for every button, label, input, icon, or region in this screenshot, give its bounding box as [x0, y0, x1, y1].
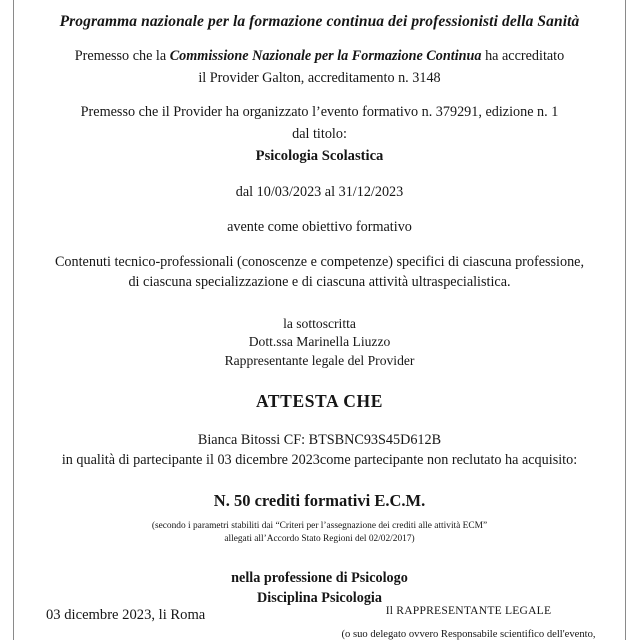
commission-name: Commissione Nazionale per la Formazione Continua	[169, 47, 482, 64]
signer-block	[14, 315, 625, 371]
certificate-footer	[14, 580, 625, 640]
participation-details: in qualità di partecipante il 03 dicembre 2023come partecipante non reclutato ha acquisito:	[61, 451, 578, 468]
event-period: dal 10/03/2023 al 31/12/2023	[235, 184, 404, 201]
signer-intro: la sottoscritta	[283, 315, 356, 331]
representative-subtitle: (o suo delegato ovvero Responsabile scientifico dell'evento,	[341, 629, 596, 640]
premise-accreditation	[14, 46, 625, 66]
provider-accreditation-line: il Provider Galton, accreditamento n. 3148	[198, 69, 441, 86]
credits-note-line-1: (secondo i parametri stabiliti dai “Criteri per l’assegnazione dei crediti alle attività ECM”	[151, 520, 488, 531]
event-title: Psicologia Scolastica	[255, 148, 384, 165]
participant-identity: Bianca Bitossi CF: BTSBNC93S45D612B	[197, 431, 442, 448]
footer-representative-block	[312, 604, 625, 640]
credits-note-line-2: allegati all’Accordo Stato Regioni del 02/02/2017)	[224, 534, 415, 545]
attestation-heading: ATTESTA CHE	[255, 390, 384, 411]
event-title-label: dal titolo:	[292, 126, 347, 143]
objective-line-2: di ciascuna specializzazione e di ciascuna attività ultraspecialistica.	[128, 274, 511, 291]
objective-heading: avente come obiettivo formativo	[227, 219, 412, 236]
signer-name: Dott.ssa Marinella Liuzzo	[248, 334, 391, 350]
credits-criteria-note	[14, 520, 625, 547]
premise-event-line: Premesso che il Provider ha organizzato l’evento formativo n. 379291, edizione n. 1	[80, 103, 559, 120]
discipline-line: Disciplina Psicologia	[257, 589, 382, 606]
document-title: Programma nazionale per la formazione continua dei professionisti della Sanità	[59, 13, 580, 30]
representative-title: Il RAPPRESENTANTE LEGALE	[385, 604, 552, 617]
premise-accreditation-after: ha accreditato	[481, 47, 565, 64]
objective-text	[14, 252, 625, 292]
footer-date-place: 03 dicembre 2023, li Roma	[46, 607, 206, 623]
page-border-right	[625, 0, 626, 640]
premise-accreditation-before: Premesso che la	[74, 47, 170, 64]
objective-line-1: Contenuti tecnico-professionali (conoscenze e competenze) specifici di ciascuna professione,	[54, 254, 585, 271]
credits-awarded: N. 50 crediti formativi E.C.M.	[213, 490, 426, 510]
certificate-content	[14, 0, 625, 608]
signer-role: Rappresentante legale del Provider	[224, 353, 415, 369]
profession-line: nella professione di Psicologo	[231, 570, 408, 587]
